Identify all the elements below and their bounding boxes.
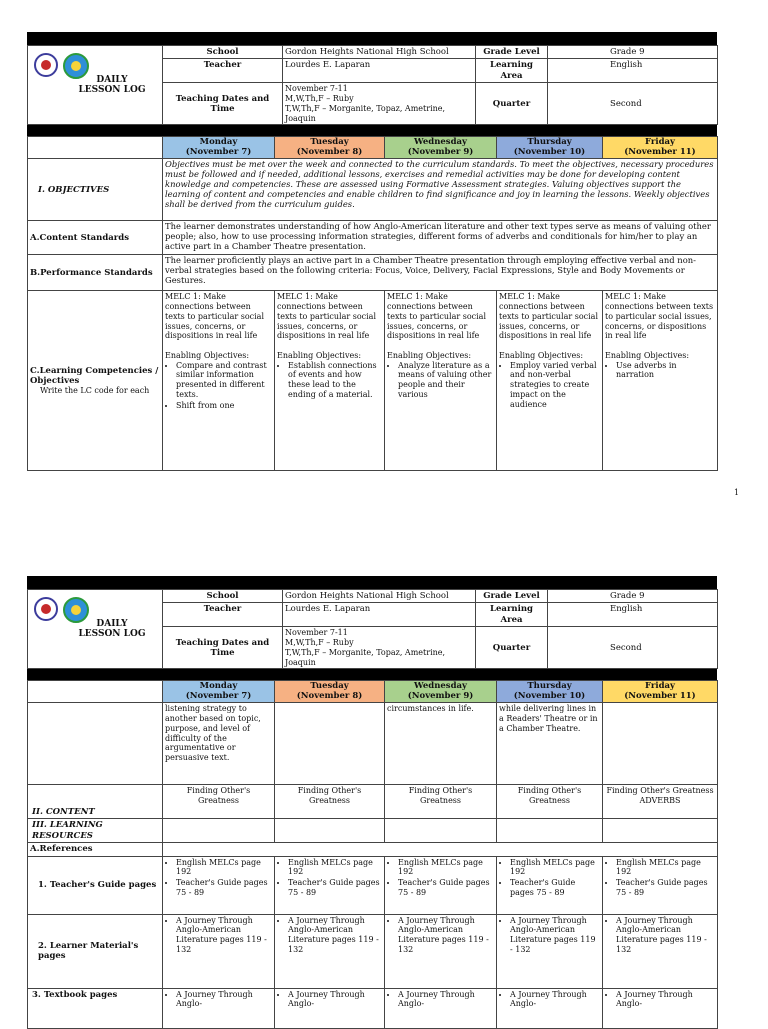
lc-thursday <box>497 291 603 471</box>
objectives-label: I. OBJECTIVES <box>28 159 163 221</box>
school-value: Gordon Heights National High School <box>283 590 476 603</box>
lm-wednesday <box>385 914 497 988</box>
continuation-tuesday <box>275 703 385 785</box>
list-item: • Teacher's Guide pages 75 - 89 <box>510 878 600 898</box>
list-item: • Use adverbs in narration <box>616 361 715 381</box>
list-item: • English MELCs page 192 <box>616 858 715 878</box>
school-label: School <box>163 46 283 59</box>
list-item: • Shift from one <box>176 401 272 411</box>
logo-cell <box>28 590 163 669</box>
header-table <box>27 45 718 125</box>
grade-level-value: Grade 9 <box>548 46 718 59</box>
list-item: • A Journey Through Anglo- <box>510 990 600 1010</box>
list-item: • Teacher's Guide pages 75 - 89 <box>398 878 494 898</box>
learner-materials-label: 2. Learner Material's pages <box>28 914 163 988</box>
learning-competencies-cell <box>28 291 163 471</box>
melc-text: MELC 1: Make connections between texts to particular social issues, concerns, or dispositions in real life <box>605 292 714 341</box>
page-number: 1 <box>734 488 740 497</box>
list-item: • Teacher's Guide pages 75 - 89 <box>616 878 715 898</box>
deped-seal-icon <box>34 53 58 77</box>
content-friday: Finding Other's Greatness ADVERBS <box>603 785 718 819</box>
content-standards-label: A.Content Standards <box>28 221 163 255</box>
quarter-label: Quarter <box>476 83 548 125</box>
top-black-bar <box>27 576 717 589</box>
textbook-pages-label: 3. Textbook pages <box>28 988 163 1028</box>
enabling-objectives-label: Enabling Objectives: <box>277 350 362 360</box>
logo-cell <box>28 46 163 125</box>
tb-friday <box>603 988 718 1028</box>
content-standards-text: The learner demonstrates understanding of how Anglo-American literature and other text types serve as means of valuing other people; also, how to use processing information strategies, different forms of adverbs and conditionals for him/her to play an active part in a Chamber Theatre presentation. <box>163 221 718 255</box>
teacher-label: Teacher <box>163 603 283 627</box>
enabling-objectives-label: Enabling Objectives: <box>387 350 472 360</box>
lc-tuesday <box>275 291 385 471</box>
learning-area-value: English <box>548 59 718 83</box>
page-2 <box>27 576 717 1029</box>
deped-logo-icon <box>63 53 89 79</box>
content-tuesday: Finding Other's Greatness <box>275 785 385 819</box>
lm-friday <box>603 914 718 988</box>
grade-level-label: Grade Level <box>476 46 548 59</box>
list-item: • A Journey Through Anglo- <box>398 990 494 1010</box>
day-header-friday: Friday (November 11) <box>603 681 718 703</box>
daily-lesson-log-title: DAILY LESSON LOG <box>78 619 146 640</box>
quarter-label: Quarter <box>476 627 548 669</box>
teaching-dates-label: Teaching Dates and Time <box>163 83 283 125</box>
middle-black-bar <box>27 125 717 136</box>
middle-black-bar <box>27 669 717 680</box>
teacher-value: Lourdes E. Laparan <box>283 59 476 83</box>
objectives-text: Objectives must be met over the week and connected to the curriculum standards. To meet the objectives, necessary procedures must be followed and if needed, additional lessons, exercises and remedial activities may be done for developing content knowledge and competencies. These are assessed using Formative Assessment strategies. Valuing objectives support the learning of content and competencies and enable children to find significance and joy in learning the lessons. Weekly objectives shall be derived from the curriculum guides. <box>163 159 718 221</box>
teacher-label: Teacher <box>163 59 283 83</box>
tg-monday <box>163 856 275 914</box>
school-value: Gordon Heights National High School <box>283 46 476 59</box>
learning-area-value: English <box>548 603 718 627</box>
learning-competencies-label: C.Learning Competencies / Objectives <box>30 365 159 386</box>
melc-text: MELC 1: Make connections between texts to particular social issues, concerns, or dispositions in real life <box>499 292 599 341</box>
deped-logo-icon <box>63 597 89 623</box>
list-item: • Employ varied verbal and non-verbal strategies to create impact on the audience <box>510 361 600 410</box>
lesson-table <box>27 680 718 1028</box>
list-item: • A Journey Through Anglo-American Literature pages 119 - 132 <box>288 916 382 955</box>
continuation-friday <box>603 703 718 785</box>
top-black-bar <box>27 32 717 45</box>
quarter-value: Second <box>548 83 718 125</box>
teaching-dates-value: November 7-11 M,W,Th,F – Ruby T,W,Th,F – Morganite, Topaz, Ametrine, Joaquin <box>283 627 476 669</box>
content-wednesday: Finding Other's Greatness <box>385 785 497 819</box>
melc-text: MELC 1: Make connections between texts to particular social issues, concerns, or dispositions in real life <box>165 292 265 341</box>
enabling-objectives-label: Enabling Objectives: <box>165 350 250 360</box>
day-header-blank <box>28 137 163 159</box>
continuation-label-cell <box>28 703 163 785</box>
list-item: • A Journey Through Anglo-American Literature pages 119 - 132 <box>398 916 494 955</box>
lc-friday <box>603 291 718 471</box>
header-table <box>27 589 718 669</box>
tb-tuesday <box>275 988 385 1028</box>
day-header-monday: Monday (November 7) <box>163 137 275 159</box>
list-item: • A Journey Through Anglo-American Literature pages 119 - 132 <box>176 916 272 955</box>
grade-level-label: Grade Level <box>476 590 548 603</box>
school-label: School <box>163 590 283 603</box>
learning-area-label: Learning Area <box>476 603 548 627</box>
tb-thursday <box>497 988 603 1028</box>
enabling-objectives-label: Enabling Objectives: <box>605 350 690 360</box>
list-item: • A Journey Through Anglo-American Literature pages 119 - 132 <box>510 916 600 955</box>
tb-wednesday <box>385 988 497 1028</box>
deped-seal-icon <box>34 597 58 621</box>
lm-tuesday <box>275 914 385 988</box>
tg-tuesday <box>275 856 385 914</box>
tg-friday <box>603 856 718 914</box>
continuation-wednesday: circumstances in life. <box>385 703 497 785</box>
list-item: • English MELCs page 192 <box>176 858 272 878</box>
teaching-dates-value: November 7-11 M,W,Th,F – Ruby T,W,Th,F – Morganite, Topaz, Ametrine, Joaquin <box>283 83 476 125</box>
day-header-wednesday: Wednesday (November 9) <box>385 137 497 159</box>
day-header-thursday: Thursday (November 10) <box>497 681 603 703</box>
list-item: • English MELCs page 192 <box>288 858 382 878</box>
list-item: • A Journey Through Anglo- <box>176 990 272 1010</box>
quarter-value: Second <box>548 627 718 669</box>
tg-wednesday <box>385 856 497 914</box>
list-item: • Teacher's Guide pages 75 - 89 <box>288 878 382 898</box>
list-item: • Teacher's Guide pages 75 - 89 <box>176 878 272 898</box>
enabling-objectives-label: Enabling Objectives: <box>499 350 584 360</box>
lc-monday <box>163 291 275 471</box>
tg-thursday <box>497 856 603 914</box>
lesson-table <box>27 136 718 471</box>
list-item: • Analyze literature as a means of valuing other people and their various <box>398 361 494 400</box>
performance-standards-label: B.Performance Standards <box>28 255 163 291</box>
list-item: • English MELCs page 192 <box>510 858 600 878</box>
grade-level-value: Grade 9 <box>548 590 718 603</box>
list-item: • A Journey Through Anglo- <box>616 990 715 1010</box>
list-item: • Establish connections of events and how these lead to the ending of a material. <box>288 361 382 400</box>
day-header-monday: Monday (November 7) <box>163 681 275 703</box>
lm-monday <box>163 914 275 988</box>
list-item: • Compare and contrast similar information presented in different texts. <box>176 361 272 400</box>
teacher-value: Lourdes E. Laparan <box>283 603 476 627</box>
content-monday: Finding Other's Greatness <box>163 785 275 819</box>
references-label: A.References <box>28 843 163 856</box>
teachers-guide-label: 1. Teacher's Guide pages <box>28 856 163 914</box>
learning-area-label: Learning Area <box>476 59 548 83</box>
lm-thursday <box>497 914 603 988</box>
melc-text: MELC 1: Make connections between texts to particular social issues, concerns, or dispositions in real life <box>387 292 487 341</box>
day-header-wednesday: Wednesday (November 9) <box>385 681 497 703</box>
list-item: • English MELCs page 192 <box>398 858 494 878</box>
teaching-dates-label: Teaching Dates and Time <box>163 627 283 669</box>
day-header-friday: Friday (November 11) <box>603 137 718 159</box>
lc-wednesday <box>385 291 497 471</box>
continuation-thursday: while delivering lines in a Readers' Theatre or in a Chamber Theatre. <box>497 703 603 785</box>
day-header-blank <box>28 681 163 703</box>
day-header-thursday: Thursday (November 10) <box>497 137 603 159</box>
list-item: • A Journey Through Anglo- <box>288 990 382 1010</box>
page-1 <box>27 32 717 471</box>
day-header-tuesday: Tuesday (November 8) <box>275 137 385 159</box>
content-thursday: Finding Other's Greatness <box>497 785 603 819</box>
melc-text: MELC 1: Make connections between texts to particular social issues, concerns, or dispositions in real life <box>277 292 377 341</box>
day-header-tuesday: Tuesday (November 8) <box>275 681 385 703</box>
tb-monday <box>163 988 275 1028</box>
performance-standards-text: The learner proficiently plays an active part in a Chamber Theatre presentation through employing effective verbal and non- verbal strategies based on the following criteria: Focus, Voice, Delivery, Facial Expressions, Style and Body Movements or Gestures. <box>163 255 718 291</box>
content-label: II. CONTENT <box>28 785 163 819</box>
daily-lesson-log-title: DAILY LESSON LOG <box>78 75 146 96</box>
continuation-monday: listening strategy to another based on topic, purpose, and level of difficulty of the argumentative or persuasive text. <box>163 703 275 785</box>
lc-code-note: Write the LC code for each <box>40 386 150 396</box>
list-item: • A Journey Through Anglo-American Literature pages 119 - 132 <box>616 916 715 955</box>
learning-resources-label: III. LEARNING RESOURCES <box>28 819 163 843</box>
